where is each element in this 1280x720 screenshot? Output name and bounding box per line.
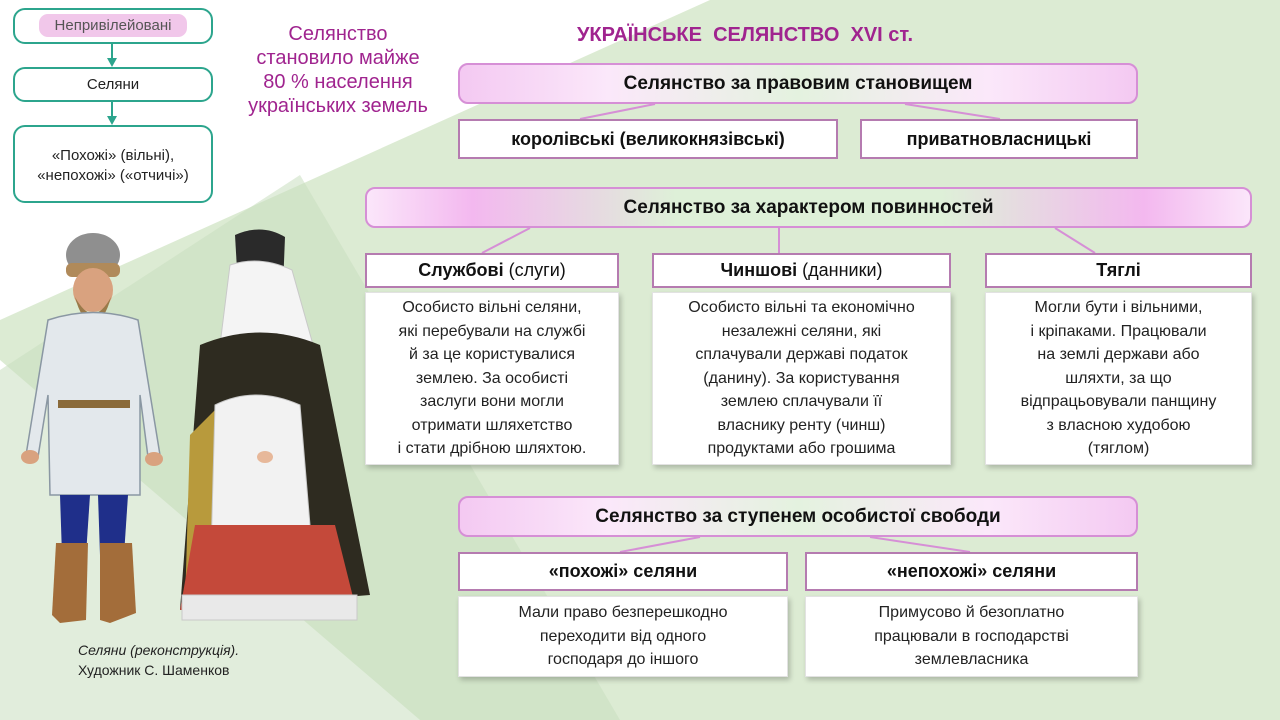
freedom-header: Селянство за ступенем особистої свободи bbox=[458, 496, 1138, 537]
desc-line: Мали право безперешкодно bbox=[518, 604, 728, 622]
illustration-caption bbox=[78, 640, 239, 680]
caption-line1: Селяни (реконструкція). bbox=[78, 642, 240, 658]
bound-peasants-desc bbox=[805, 596, 1138, 677]
free-peasants-title: «похожі» селяни bbox=[458, 552, 788, 591]
royal-peasants-box: королівські (великокнязівські) bbox=[458, 119, 838, 159]
desc-line: і кріпаками. Працювали bbox=[1030, 322, 1207, 340]
desc-line: Особисто вільні та економічно bbox=[688, 299, 915, 317]
desc-line: переходити від одного bbox=[539, 627, 707, 645]
desc-line: які перебували на службі bbox=[398, 322, 586, 340]
flow-types-line2: «непохожі» («отчичі») bbox=[37, 167, 189, 184]
free-peasants-desc bbox=[458, 596, 788, 677]
private-peasants-box: приватновласницькі bbox=[860, 119, 1138, 159]
title-bold: Чиншові bbox=[720, 260, 798, 280]
desc-line: землею. За особисті bbox=[415, 369, 569, 387]
desc-line: землевласника bbox=[914, 651, 1029, 669]
desc-line: отримати шляхетство bbox=[411, 416, 573, 434]
desc-line: землею сплачували її bbox=[720, 393, 883, 411]
service-peasants-desc bbox=[365, 292, 619, 465]
note-line: українських земель bbox=[248, 95, 428, 117]
flow-types-line1: «Похожі» (вільні), bbox=[51, 147, 175, 164]
title-rest: (слуги) bbox=[503, 260, 566, 280]
desc-line: Могли бути і вільними, bbox=[1034, 299, 1203, 317]
desc-line: з власною худобою bbox=[1046, 416, 1191, 434]
title-bold: Тяглі bbox=[1096, 260, 1141, 280]
desc-line: й за це користувалися bbox=[409, 346, 575, 364]
peasant-man-figure bbox=[21, 233, 163, 623]
desc-line: і стати дрібною шляхтою. bbox=[397, 440, 587, 458]
desc-line: господаря до іншого bbox=[547, 651, 699, 669]
desc-line: продуктами або грошима bbox=[707, 440, 896, 458]
note-line: 80 % населення bbox=[263, 71, 413, 93]
tribute-peasants-title bbox=[652, 253, 951, 288]
desc-line: на землі держави або bbox=[1037, 346, 1200, 364]
draft-peasants-title bbox=[985, 253, 1252, 288]
title-rest: (данники) bbox=[797, 260, 883, 280]
draft-peasants-desc bbox=[985, 292, 1252, 465]
peasants-illustration bbox=[0, 225, 380, 640]
legal-status-header: Селянство за правовим становищем bbox=[458, 63, 1138, 104]
desc-line: працювали в господарстві bbox=[874, 627, 1069, 645]
peasant-woman-figure bbox=[180, 229, 370, 620]
service-peasants-title bbox=[365, 253, 619, 288]
desc-line: відпрацьовували панщину bbox=[1020, 393, 1217, 411]
desc-line: (тяглом) bbox=[1087, 440, 1150, 458]
desc-line: Примусово й безоплатно bbox=[878, 604, 1065, 622]
desc-line: (данину). За користування bbox=[703, 369, 900, 387]
desc-line: заслуги вони могли bbox=[420, 393, 564, 411]
note-line: становило майже bbox=[256, 47, 420, 69]
desc-line: сплачували державі податок bbox=[695, 346, 908, 364]
title-bold: Службові bbox=[418, 260, 504, 280]
tribute-peasants-desc bbox=[652, 292, 951, 465]
bound-peasants-title: «непохожі» селяни bbox=[805, 552, 1138, 591]
page-title: УКРАЇНСЬКЕ СЕЛЯНСТВО XVI ст. bbox=[576, 24, 914, 46]
desc-line: Особисто вільні селяни, bbox=[402, 299, 582, 317]
note-line: Селянство bbox=[288, 23, 388, 45]
desc-line: шляхти, за що bbox=[1065, 369, 1172, 387]
desc-line: незалежні селяни, які bbox=[721, 322, 882, 340]
flow-label-peasants: Селяни bbox=[86, 76, 140, 93]
flow-label-unprivileged: Непривілейовані bbox=[39, 14, 188, 37]
desc-line: власнику ренту (чинш) bbox=[717, 416, 886, 434]
duties-header: Селянство за характером повинностей bbox=[365, 187, 1252, 228]
caption-line2: Художник С. Шаменков bbox=[78, 662, 230, 678]
